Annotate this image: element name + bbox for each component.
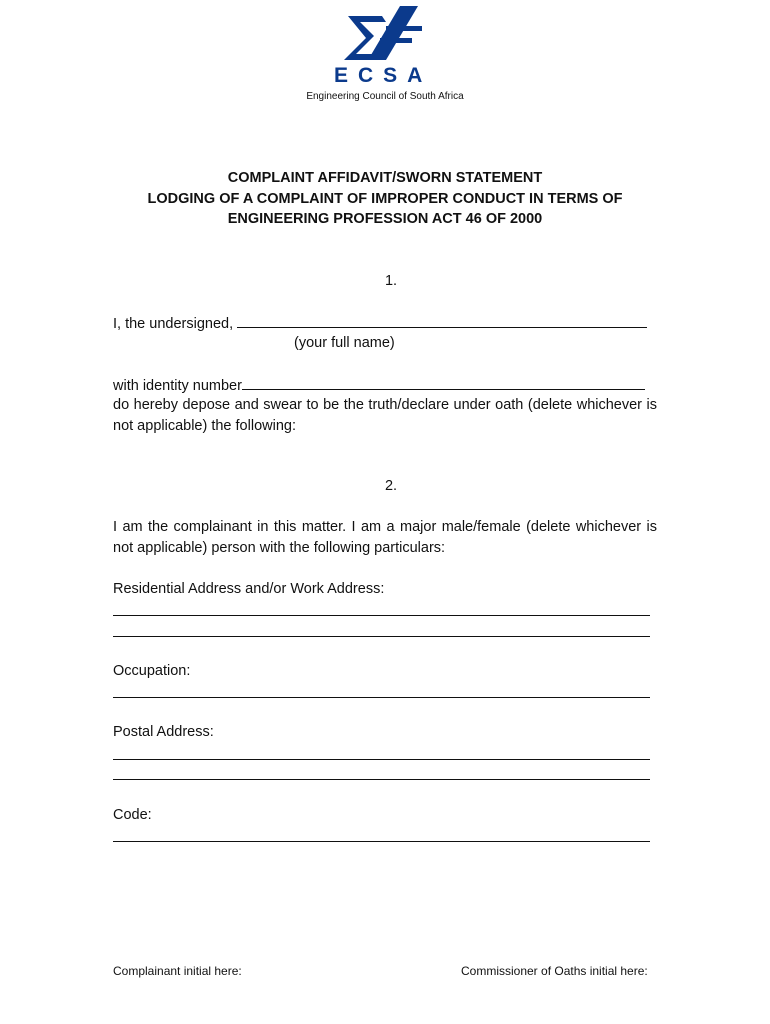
logo-wordmark: ECSA: [334, 64, 433, 87]
ecsa-logo-mark-icon: [300, 4, 470, 66]
oath-statement: do hereby depose and swear to be the truth/declare under oath (delete whichever is not applicable) the following:: [113, 397, 657, 434]
identity-row: [113, 375, 673, 397]
postal-address-label: Postal Address:: [113, 724, 214, 740]
undersigned-row: [113, 313, 673, 335]
undersigned-label: I, the undersigned,: [113, 316, 234, 332]
logo-subtitle: Engineering Council of South Africa: [306, 91, 464, 102]
occupation-label: Occupation:: [113, 663, 191, 679]
document-title-line-2: LODGING OF A COMPLAINT OF IMPROPER CONDUCT IN TERMS OF: [147, 191, 623, 207]
full-name-hint: (your full name): [294, 335, 395, 351]
code-label: Code:: [113, 807, 152, 823]
identity-label: with identity number: [113, 378, 242, 394]
document-title-line-1: COMPLAINT AFFIDAVIT/SWORN STATEMENT: [227, 170, 543, 186]
section-number-1: 1.: [384, 273, 398, 289]
identity-number-field[interactable]: [242, 375, 645, 390]
section-number-2: 2.: [384, 478, 398, 494]
address-label: Residential Address and/or Work Address:: [113, 581, 385, 597]
code-line[interactable]: [113, 841, 650, 842]
postal-address-line-2[interactable]: [113, 779, 650, 780]
occupation-line[interactable]: [113, 697, 650, 698]
address-line-2[interactable]: [113, 636, 650, 637]
commissioner-initial-label: Commissioner of Oaths initial here:: [461, 964, 648, 978]
ecsa-logo: [300, 4, 470, 104]
complainant-statement: I am the complainant in this matter. I am a major male/female (delete whichever is not applicable) person with the following particulars:: [113, 519, 657, 556]
postal-address-line-1[interactable]: [113, 759, 650, 760]
full-name-field[interactable]: [237, 313, 647, 328]
complainant-initial-label: Complainant initial here:: [113, 964, 242, 978]
document-title-line-3: ENGINEERING PROFESSION ACT 46 OF 2000: [227, 211, 543, 227]
address-line-1[interactable]: [113, 615, 650, 616]
